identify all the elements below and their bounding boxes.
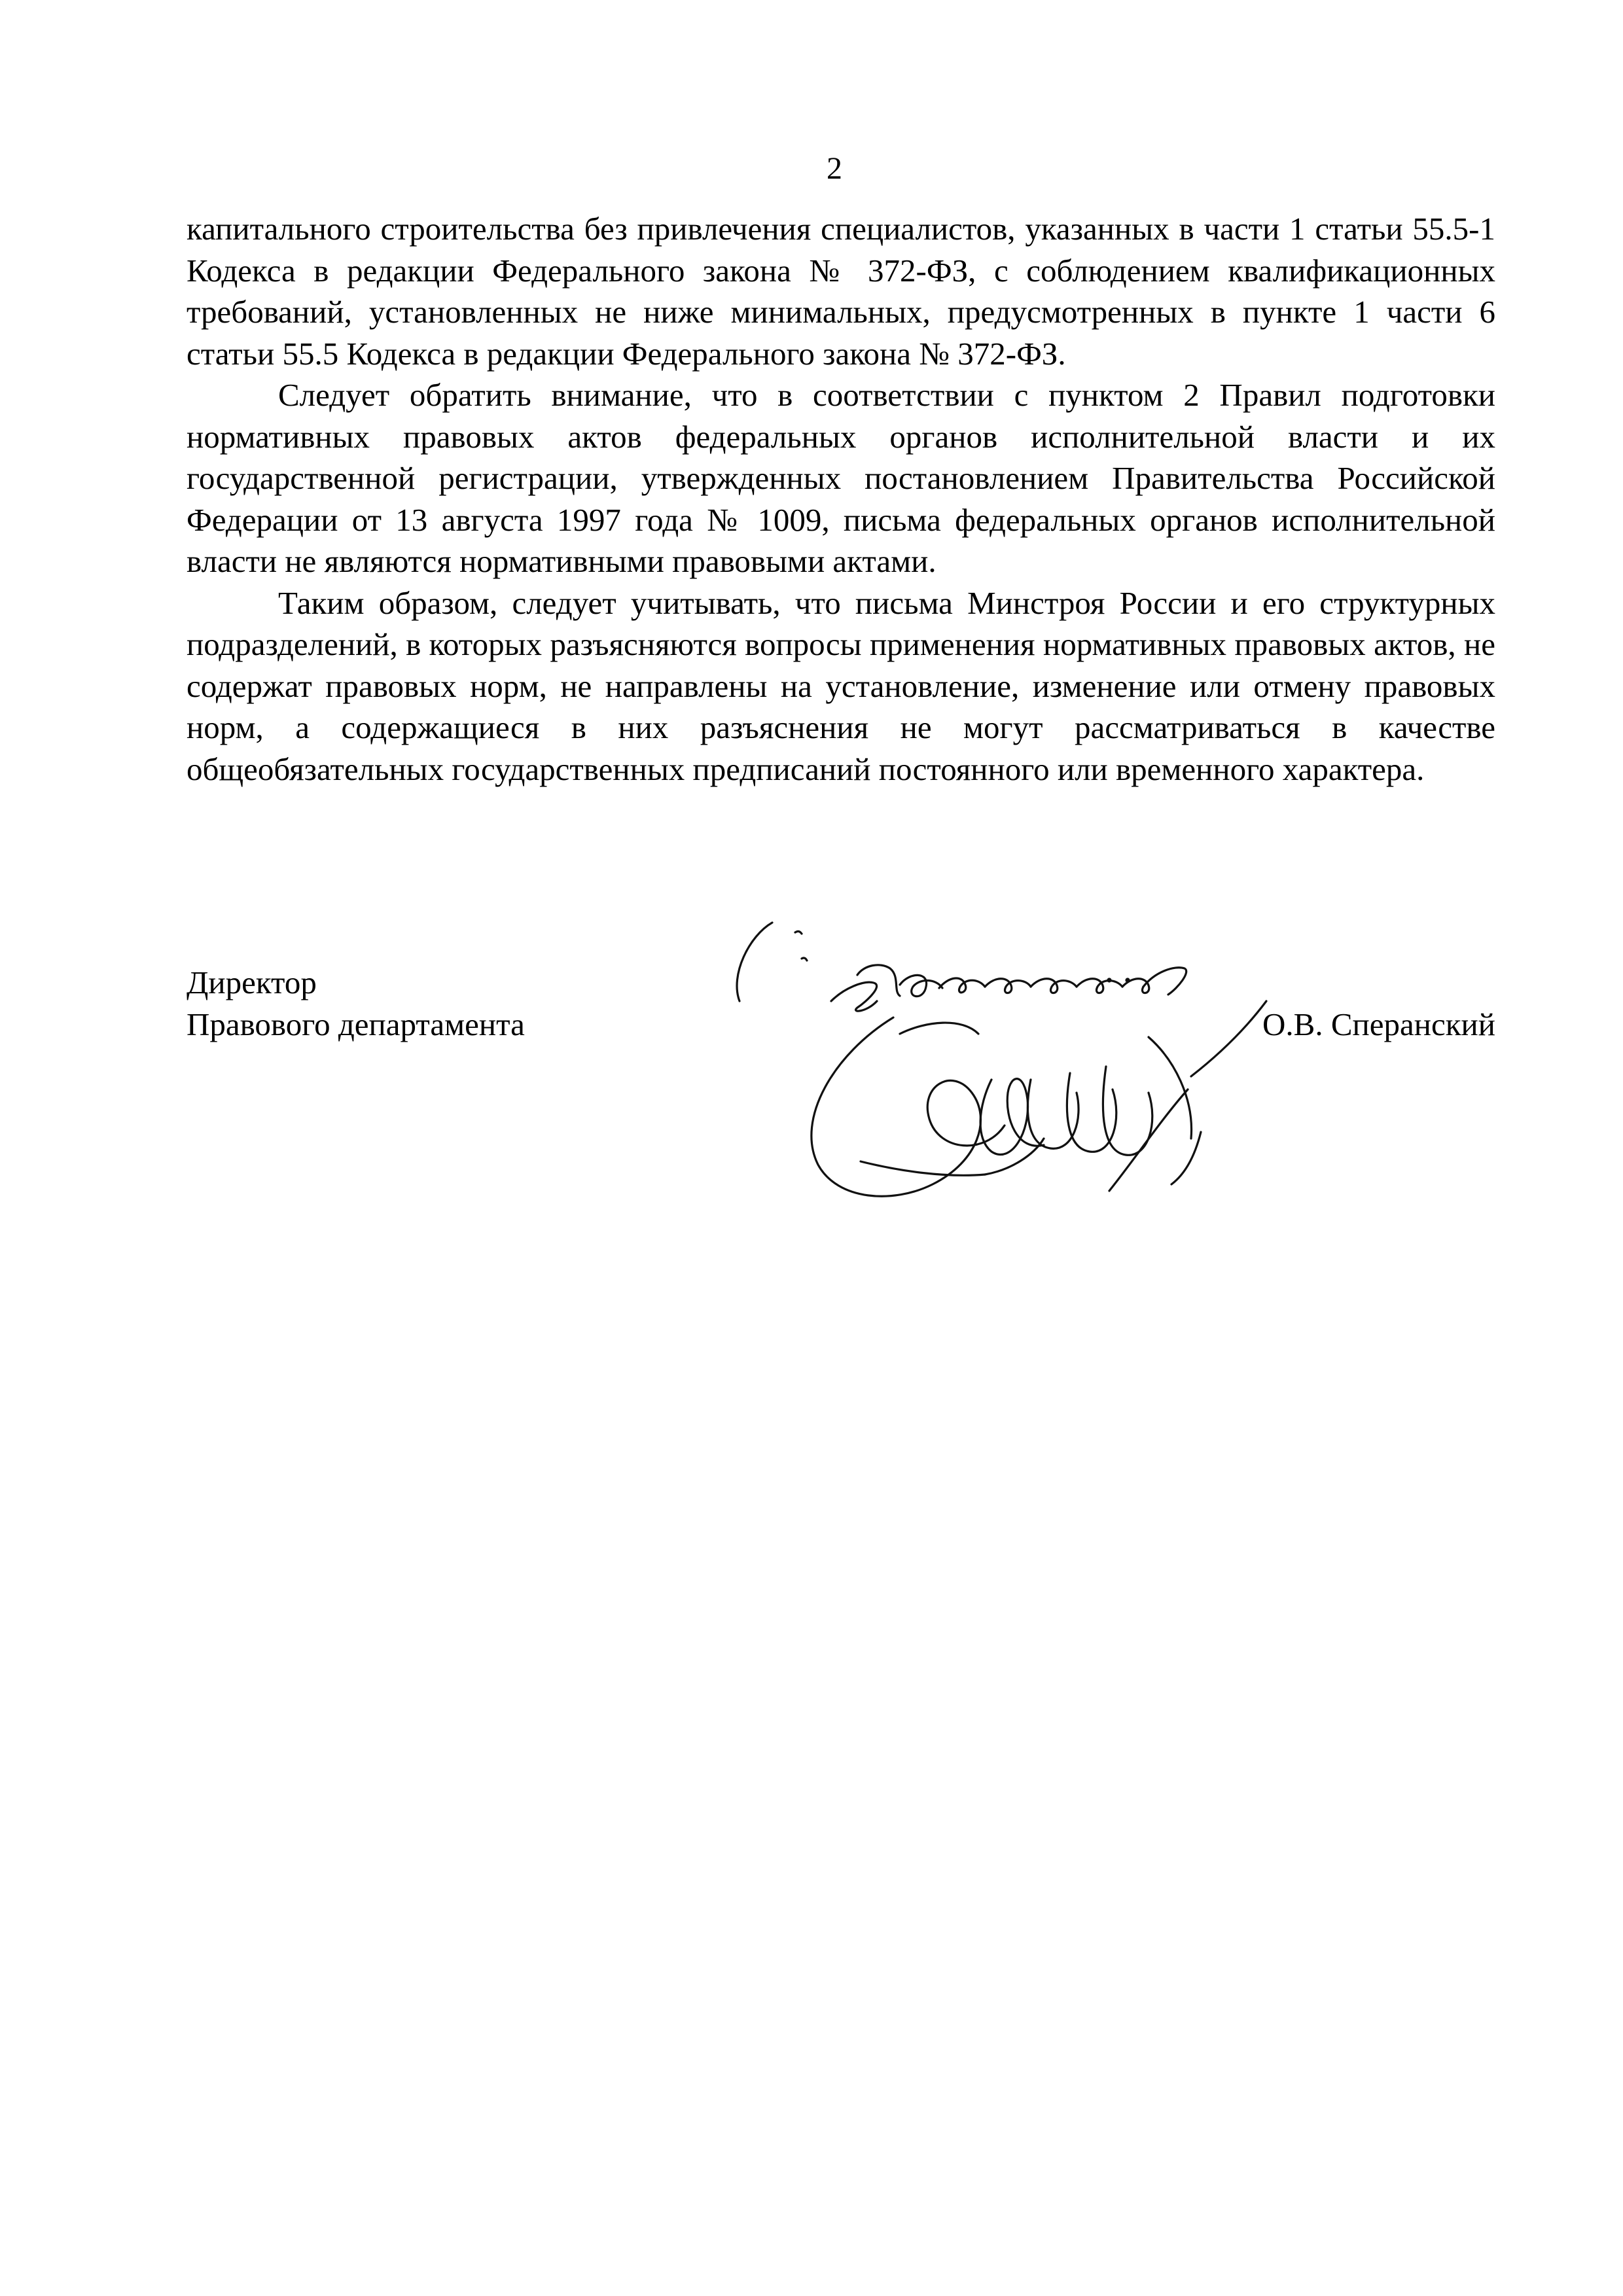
- page-number: 2: [827, 151, 842, 186]
- signature-block: [187, 962, 1495, 1237]
- body-paragraph: Таким образом, следует учитывать, что письма Минстроя России и его структурных подразделений, в которых разъясняются вопросы применения нормативных правовых актов, не содержат правовых норм, не направлены на установление, изменение или отмену правовых норм, а содержащиеся в них разъяснения не могут рассматриваться в качестве общеобязательных государственных предписаний постоянного или временного характера.: [187, 584, 1495, 787]
- signer-name: О.В. Сперанский: [1262, 1006, 1495, 1042]
- body-paragraph-continued: капитального строительства без привлечения специалистов, указанных в части 1 статьи 55.5-1 Кодекса в редакции Федерального закона № 372-ФЗ, с соблюдением квалификационных требований, установленных не ниже минимальных, предусмотренных в пункте 1 части 6 статьи 55.5 Кодекса в редакции Федерального закона № 372-ФЗ.: [187, 211, 1495, 372]
- signer-position-line: Директор: [187, 964, 317, 1000]
- letter-body: [187, 208, 1495, 790]
- handwritten-signature-icon: [704, 903, 1463, 1230]
- body-paragraph: Следует обратить внимание, что в соответствии с пунктом 2 Правил подготовки нормативных правовых актов федеральных органов исполнительной власти и их государственной регистрации, утвержденных постановлением Правительства Российской Федерации от 13 августа 1997 года № 1009, письма федеральных органов исполнительной власти не являются нормативными правовыми актами.: [187, 377, 1495, 579]
- signer-position: [187, 962, 525, 1045]
- signer-position-line: Правового департамента: [187, 1006, 525, 1042]
